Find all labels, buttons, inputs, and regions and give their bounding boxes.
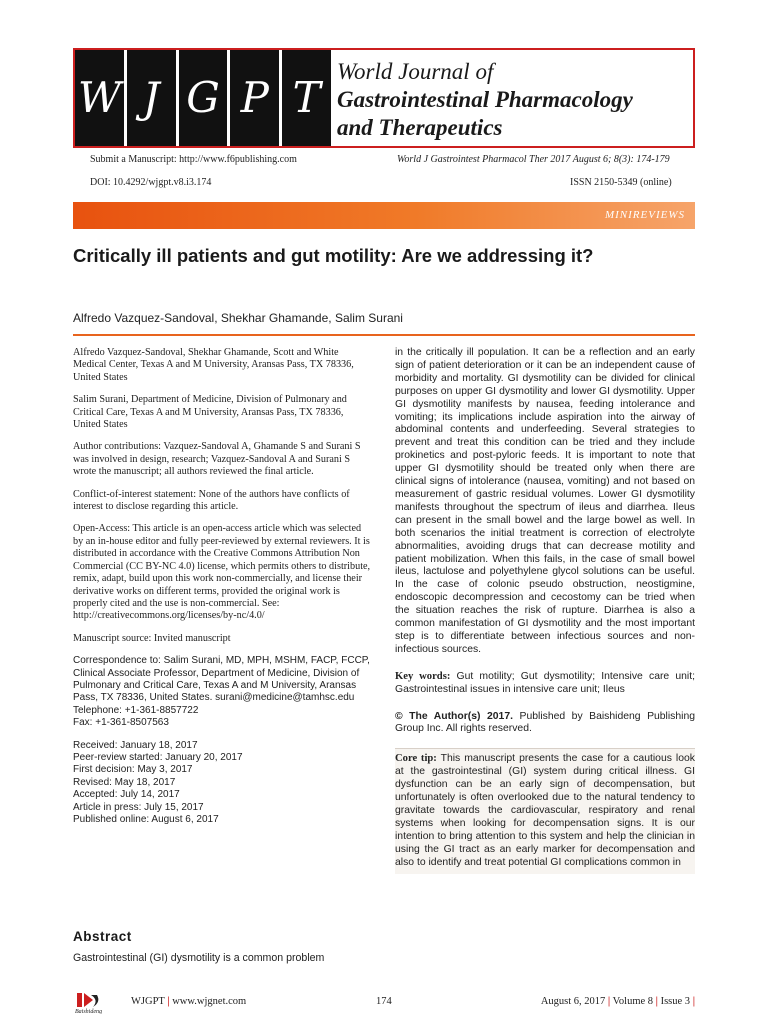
abstract-column: [395, 347, 695, 874]
telephone: Telephone: +1-361-8857722: [73, 704, 199, 716]
footer-date: August 6, 2017: [540, 996, 606, 1007]
journal-name-line: and Therapeutics: [337, 115, 503, 140]
page-number: 174: [376, 996, 392, 1007]
abstract-continued: in the critically ill population. It can be a reflection and an early sign of patient deterioration or it can be an independent cause of morbidity and mortality. GI dysmotility can be divided for clinical purposes on upper GI dysmotility and lower GI dysmotility. Upper GI dysmotility manifests by nausea, feeding intolerance and vomiting; its implications include aspiration into the airway of abdominal contents and underfeeding. Several strategies to prevent and treat this condition can be tried and they include prokinetics and post-pyloric feeds. It is important to note that upper GI dysmotility should be treated only when there are clinical signs of intolerance (nausea, vomiting) and not based on measurement of gastric residual volumes. Lower GI dysmotility manifests throughout the spectrum of ileus and diarrhea. Ileus can present in the small bowel and the large bowel as well. In both scenarios the initial treatment is correction of electrolyte abnormalities, avoiding drugs that can decrease motility and patient mobilization. When this fails, in the case of small bowel ileus, lactulose and polyethylene glycol solutions can be useful. In the case of colonic pseudo obstruction, neostigmine, endoscopic decompression and cecostomy can be tried when the situation reaches the risk of rupture. Diarrhea is also a common manifestation of GI dysmotility and the most important step is to differentiate between infectious sources and non-infectious sources.: [395, 347, 695, 655]
footer-separator: |: [607, 996, 611, 1007]
history-date: Accepted: July 14, 2017: [73, 789, 180, 801]
core-tip-text: This manuscript presents the case for a cautious look at the gastrointestinal (GI) system during critical illness. GI dysfunction can be an early sign of decompensation, but unfortunately is often overlooked due to the natural tendency to gravitate towards the cardiovascular, respiratory and renal systems when looking for decompensation signs. It is our intention to bring attention to this system and help the clinician in using the GI tract as an early marker for decompensation and also to identify and treat potential GI complications common in: [395, 753, 695, 868]
publisher-name: Baishideng: [75, 1009, 102, 1014]
footer-journal-abbr: WJGPT: [131, 996, 165, 1007]
logo-letter: P: [230, 50, 282, 146]
journal-name-line: Gastrointestinal Pharmacology: [337, 87, 633, 112]
history-date: Revised: May 18, 2017: [73, 776, 176, 788]
journal-name: [337, 58, 633, 142]
history-dates: [73, 740, 371, 827]
journal-name-line: World Journal of: [337, 59, 494, 84]
logo-letter: J: [127, 50, 179, 146]
footer-url[interactable]: www.wjgnet.com: [172, 996, 247, 1007]
front-matter-column: [73, 347, 371, 826]
doi[interactable]: DOI: 10.4292/wjgpt.v8.i3.174: [90, 177, 212, 188]
keywords-label: Key words:: [395, 670, 451, 682]
affiliation: Salim Surani, Department of Medicine, Division of Pulmonary and Critical Care, Texas A and M University, Aransas Pass, TX 78336, United States: [73, 394, 347, 431]
affiliation: Alfredo Vazquez-Sandoval, Shekhar Ghamande, Scott and White Medical Center, Texas A and M University, Aransas Pass, TX 78336, United States: [73, 347, 354, 383]
history-date: First decision: May 3, 2017: [73, 764, 193, 776]
divider: [73, 334, 695, 336]
keywords-text: Gut motility; Gut dysmotility; Intensive care unit; Gastrointestinal issues in intensive care unit; Ileus: [395, 670, 696, 695]
logo-letter: W: [75, 50, 127, 146]
journal-logo: [75, 50, 331, 146]
open-access-statement: Open-Access: This article is an open-access article which was selected by an in-house editor and fully peer-reviewed by external reviewers. It is distributed in accordance with the Creative Commons Attribution Non Commercial (CC BY-NC 4.0) license, which permits others to distribute, remix, adapt, build upon this work non-commercially, and license their derivative works on different terms, provided the original work is properly cited and the use is non-commercial. See: http://creativecommons.org/licenses/by-nc/4.0/: [73, 523, 371, 622]
article-title: Critically ill patients and gut motility: Are we addressing it?: [73, 245, 594, 266]
publisher-logo: [73, 992, 117, 1014]
conflict-statement: Conflict-of-interest statement: None of the authors have conflicts of interest to disclose regarding this article.: [73, 488, 350, 513]
section-band: [73, 202, 695, 229]
footer-separator: |: [692, 996, 695, 1007]
footer-journal: [131, 996, 246, 1007]
footer-separator: |: [167, 996, 170, 1007]
footer-separator: |: [655, 996, 658, 1007]
history-date: Article in press: July 15, 2017: [73, 801, 204, 813]
history-date: Peer-review started: January 20, 2017: [73, 751, 243, 763]
journal-masthead: [73, 48, 695, 148]
fax: Fax: +1-361-8507563: [73, 717, 169, 729]
keywords: [395, 671, 695, 697]
section-label: MINIREVIEWS: [604, 209, 685, 221]
history-date: Published online: August 6, 2017: [73, 814, 219, 825]
citation: World J Gastrointest Pharmacol Ther 2017 August 6; 8(3): 174-179: [397, 154, 670, 165]
author-list: Alfredo Vazquez-Sandoval, Shekhar Ghamande, Salim Surani: [73, 311, 403, 325]
copyright-holder: © The Author(s) 2017.: [395, 710, 514, 722]
logo-letter: T: [282, 50, 331, 146]
author-contributions: Author contributions: Vazquez-Sandoval A, Ghamande S and Surani S was involved in design, research; Vazquez-Sandoval A and Surani S wrote the manuscript; all authors reviewed the final article.: [73, 441, 361, 478]
footer-issue-info: [541, 996, 695, 1007]
core-tip-label: Core tip:: [395, 753, 437, 765]
footer-issue: Issue 3: [660, 996, 691, 1007]
abstract-heading: Abstract: [73, 929, 132, 944]
correspondence: Correspondence to: Salim Surani, MD, MPH, MSHM, FACP, FCCP, Clinical Associate Professor, Department of Medicine, Division of Pulmonary and Critical Care, Texas A and M University, Aransas Pass, TX 78336, United States. surani@medicine@tamhsc.edu: [73, 655, 370, 704]
manuscript-source: Manuscript source: Invited manuscript: [73, 632, 231, 644]
issn: ISSN 2150-5349 (online): [570, 177, 672, 188]
abstract-text: Gastrointestinal (GI) dysmotility is a common problem: [73, 952, 325, 964]
copyright: [395, 711, 695, 737]
history-date: Received: January 18, 2017: [73, 739, 198, 751]
page-footer: [0, 990, 768, 1020]
copyright-text: Published by Baishideng Publishing Group Inc. All rights reserved.: [395, 710, 696, 735]
footer-volume: Volume 8: [612, 996, 654, 1007]
logo-letter: G: [179, 50, 231, 146]
submit-link[interactable]: Submit a Manuscript: http://www.f6publishing.com: [90, 154, 297, 165]
core-tip-box: [395, 748, 695, 873]
